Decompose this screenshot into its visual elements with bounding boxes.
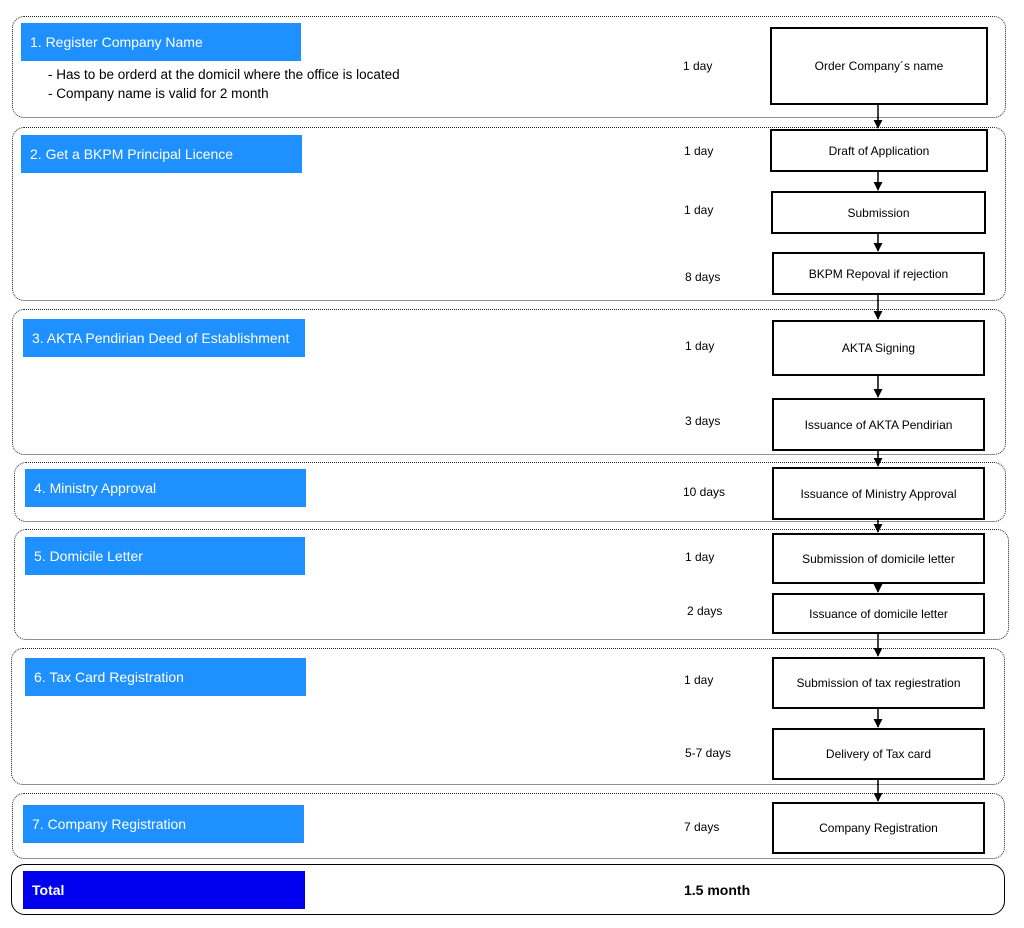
step-issuance-domicile-letter: Issuance of domicile letter (772, 593, 985, 634)
step-issuance-ministry-approval: Issuance of Ministry Approval (772, 467, 985, 520)
step-3-2-duration: 3 days (685, 414, 721, 428)
step-3-1-duration: 1 day (685, 339, 715, 353)
step-bkpm-repoval: BKPM Repoval if rejection (772, 252, 985, 295)
step-6-1-duration: 1 day (684, 673, 714, 687)
section-5-header: 5. Domicile Letter (25, 537, 305, 575)
step-6-2-duration: 5-7 days (685, 746, 732, 760)
section-3-header: 3. AKTA Pendirian Deed of Establishment (23, 319, 305, 357)
step-5-1-duration: 1 day (685, 550, 715, 564)
section-1-note-1: - Has to be orderd at the domicil where the office is located (48, 67, 400, 82)
step-5-2-duration: 2 days (687, 604, 723, 618)
step-submission-domicile-letter: Submission of domicile letter (772, 533, 985, 584)
step-draft-of-application: Draft of Application (770, 129, 988, 172)
total-label: Total (23, 871, 305, 909)
step-submission: Submission (771, 191, 986, 234)
section-1-header: 1. Register Company Name (21, 23, 301, 61)
total-duration: 1.5 month (684, 882, 751, 898)
step-submission-tax-registration: Submission of tax regiestration (772, 657, 985, 709)
step-2-1-duration: 1 day (684, 144, 714, 158)
section-6-header: 6. Tax Card Registration (25, 658, 306, 696)
step-2-3-duration: 8 days (685, 270, 721, 284)
step-2-2-duration: 1 day (684, 203, 714, 217)
step-4-1-duration: 10 days (683, 485, 726, 499)
section-4-header: 4. Ministry Approval (25, 469, 306, 507)
step-akta-signing: AKTA Signing (772, 320, 985, 376)
step-issuance-akta: Issuance of AKTA Pendirian (772, 398, 985, 451)
step-1-1-duration: 1 day (683, 59, 713, 73)
step-delivery-tax-card: Delivery of Tax card (772, 728, 985, 780)
step-order-company-name: Order Company´s name (770, 27, 988, 105)
section-2-header: 2. Get a BKPM Principal Licence (21, 135, 302, 173)
section-7-header: 7. Company Registration (23, 805, 304, 843)
step-7-1-duration: 7 days (684, 820, 720, 834)
section-1-note-2: - Company name is valid for 2 month (48, 86, 269, 101)
step-company-registration: Company Registration (772, 802, 985, 854)
